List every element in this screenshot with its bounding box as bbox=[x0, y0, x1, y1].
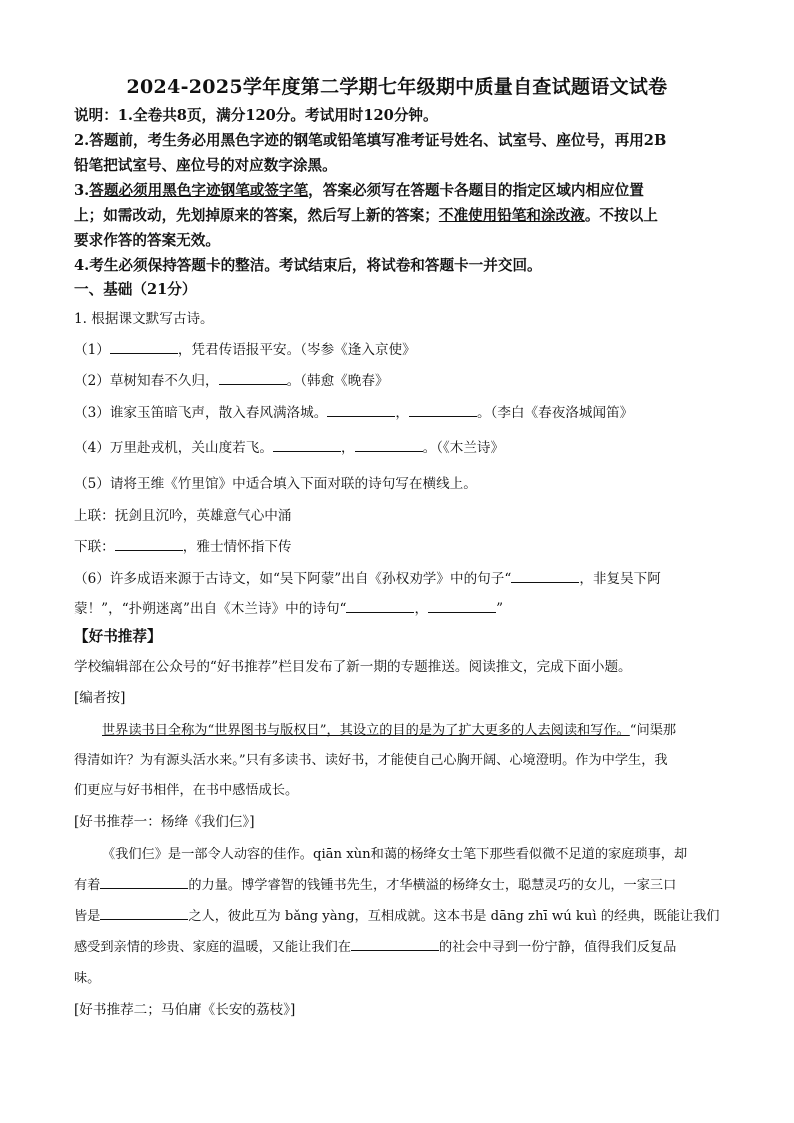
answer-blank[interactable] bbox=[100, 907, 188, 920]
instructions-line-7: 4.考生必须保持答题卡的整洁。考试结束后，将试卷和答题卡一并交回。 bbox=[74, 257, 542, 274]
section-heading: 一、基础（21分） bbox=[74, 281, 197, 298]
recommendation-1-label: [好书推荐一：杨绛《我们仨》] bbox=[74, 814, 255, 830]
question-1-5: （5）请将王维《竹里馆》中适合填入下面对联的诗句写在横线上。 bbox=[74, 476, 477, 492]
couplet-lower: 下联： ，雅士情怀指下传 bbox=[74, 539, 292, 555]
answer-blank[interactable] bbox=[409, 404, 477, 417]
question-1-1: （1） ，凭君传语报平安。（岑参《逢入京使》 bbox=[74, 342, 416, 358]
instructions-line-5: 上；如需改动，先划掉原来的答案，然后写上新的答案；不准使用铅笔和涂改液。不按以上 bbox=[74, 207, 658, 224]
answer-blank[interactable] bbox=[511, 570, 579, 583]
answer-blank[interactable] bbox=[428, 600, 496, 613]
question-1-3: （3）谁家玉笛暗飞声，散入春风满洛城。 ， 。（李白《春夜洛城闻笛》 bbox=[74, 405, 634, 421]
page-title: 2024-2025学年度第二学期七年级期中质量自查试题语文试卷 bbox=[126, 76, 668, 98]
editor-note-label: [编者按] bbox=[74, 690, 126, 706]
editor-paragraph-line-2: 得清如许？为有源头活水来。”只有多读书、读好书，才能使自己心胸开阔、心境澄明。作为中学生，我 bbox=[74, 753, 668, 768]
book-recommendation-intro: 学校编辑部在公众号的“好书推荐”栏目发布了新一期的专题推送。阅读推文，完成下面小题。 bbox=[74, 659, 632, 675]
couplet-upper: 上联：抚剑且沉吟，英雄意气心中涌 bbox=[74, 508, 292, 524]
instructions-line-2: 2.答题前，考生务必用黑色字迹的钢笔或铅笔填写准考证号姓名、试室号、座位号，再用2B bbox=[74, 132, 667, 149]
question-1-6: （6）许多成语来源于古诗文，如“吴下阿蒙”出自《孙权劝学》中的句子“ ，非复吴下阿 bbox=[74, 571, 661, 587]
question-1-4: （4）万里赴戎机，关山度若飞。 ， 。（《木兰诗》 bbox=[74, 440, 505, 456]
answer-blank[interactable] bbox=[351, 938, 439, 951]
book-recommendation-heading: 【好书推荐】 bbox=[74, 628, 162, 645]
editor-paragraph-line-3: 们更应与好书相伴，在书中感悟成长。 bbox=[74, 783, 299, 798]
recommendation-2-label: [好书推荐二；马伯庸《长安的荔枝》] bbox=[74, 1002, 296, 1018]
recommendation-1-line-4: 感受到亲情的珍贵、家庭的温暖，又能让我们在 的社会中寻到一份宁静，值得我们反复品 bbox=[74, 940, 677, 955]
underlined-text: 答题必须用黑色字迹钢笔或签字笔 bbox=[89, 182, 309, 199]
editor-paragraph-line-1: 世界读书日全称为“世界图书与版权日”，其设立的目的是为了扩大更多的人去阅读和写作。“问渠那 bbox=[102, 723, 677, 738]
answer-blank[interactable] bbox=[110, 341, 178, 354]
answer-blank[interactable] bbox=[115, 538, 183, 551]
answer-blank[interactable] bbox=[219, 372, 287, 385]
answer-blank[interactable] bbox=[346, 600, 414, 613]
recommendation-1-line-5: 味。 bbox=[74, 971, 101, 986]
underlined-text: 不准使用铅笔和涂改液 bbox=[438, 207, 585, 224]
answer-blank[interactable] bbox=[100, 876, 188, 889]
answer-blank[interactable] bbox=[273, 439, 341, 452]
answer-blank[interactable] bbox=[355, 439, 423, 452]
instructions-line-3: 铅笔把试室号、座位号的对应数字涂黑。 bbox=[74, 157, 337, 174]
recommendation-1-line-3: 皆是 之人，彼此互为 bǎng yàng，互相成就。这本书是 dāng zhī wú kuì 的经典，既能让我们 bbox=[74, 909, 720, 924]
question-stem: 1. 根据课文默写古诗。 bbox=[74, 311, 214, 327]
recommendation-1-line-1: 《我们仨》是一部令人动容的佳作。qiān xùn和蔼的杨绛女士笔下那些看似微不足道的家庭琐事，却 bbox=[102, 847, 688, 862]
instructions-line-6: 要求作答的答案无效。 bbox=[74, 232, 220, 249]
question-1-2: （2）草树知春不久归， 。（韩愈《晚春》 bbox=[74, 373, 389, 389]
recommendation-1-line-2: 有着 的力量。博学睿智的钱锺书先生，才华横溢的杨绛女士，聪慧灵巧的女儿，一家三口 bbox=[74, 878, 677, 893]
question-1-6-continued: 蒙！”，“扑朔迷离”出自《木兰诗》中的诗句“ ， ” bbox=[74, 601, 504, 617]
instructions-line-4: 3.答题必须用黑色字迹钢笔或签字笔，答案必须写在答题卡各题目的指定区域内相应位置 bbox=[74, 182, 644, 199]
answer-blank[interactable] bbox=[327, 404, 395, 417]
instructions-line-1: 说明：1.全卷共8页，满分120分。考试用时120分钟。 bbox=[74, 107, 438, 124]
